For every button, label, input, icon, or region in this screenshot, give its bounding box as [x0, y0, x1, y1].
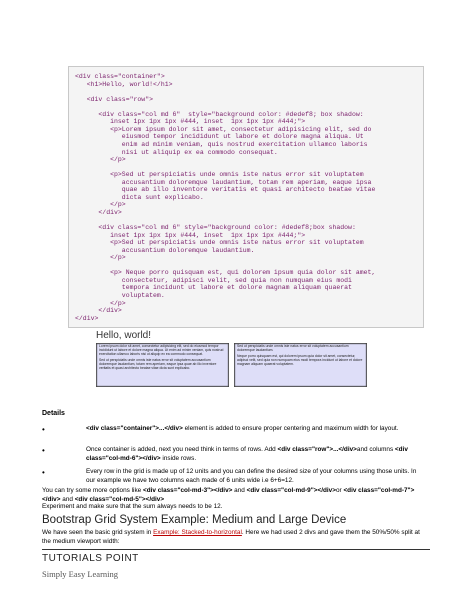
- code-line: <p> Neque porro quisquam est, qui dolorem ipsum quia dolor sit amet,: [75, 269, 376, 277]
- inline-code: <div class="col-md-5"></div>: [74, 495, 165, 503]
- code-line: </div>: [75, 307, 122, 315]
- footer-title: TUTORIALS POINT: [42, 553, 139, 564]
- details-heading: Details: [42, 410, 65, 417]
- inline-code: <div class="row">...</div>: [277, 446, 357, 453]
- preview-paragraph: Sed ut perspiciatis unde omnis iste natus error sit voluptatem accusantium doloremque laudantium, totam rem aperiam, eaque ipsa quae ab illo inventore veritatis et quasi architecto beatae vitae dicta sunt explicabo.: [99, 358, 217, 371]
- preview-paragraph: Neque porro quisquam est, qui dolorem ipsum quia dolor sit amet, consectetur, adipisci velit, sed quia non numquam eius modi tempora incidunt ut labore et dolore magnam aliquam quaerat voluptatem.: [237, 354, 363, 367]
- code-line: <p>Lorem ipsum dolor sit amet, consectetur adipisicing elit, sed do: [75, 125, 372, 133]
- result-preview: [96, 330, 368, 388]
- options-paragraph: You can try some more options like <div class="col-md-3"></div> and <div class="col-md-9"></div>or <div class="col-md-7"></div> and <div class="col-md-5"></div>: [42, 487, 415, 503]
- code-line: tempora incidunt ut labore et dolore magnam aliquam quaerat: [75, 284, 352, 292]
- code-line: enim ad minim veniam, quis nostrud exercitation ullamco laboris: [75, 140, 368, 148]
- code-line: accusantium doloremque laudantium.: [75, 246, 255, 254]
- code-line: </p>: [75, 299, 126, 307]
- bullet-item-2: [86, 446, 426, 463]
- code-line: </p>: [75, 254, 126, 262]
- bullet-text: inside rows.: [160, 454, 197, 462]
- bullet-text: element is added to ensure proper centering and maximum width for layout.: [182, 425, 399, 432]
- bullet-item-1: [86, 425, 426, 434]
- code-line: quae ab illo inventore veritatis et quasi architecto beatae vitae: [75, 186, 376, 194]
- code-line: </p>: [75, 201, 126, 209]
- code-line: inset 1px 1px 1px #444, inset 1px 1px 1px #444;">: [75, 231, 306, 239]
- preview-column-right: [234, 343, 367, 387]
- section-heading: Bootstrap Grid System Example: Medium and Large Device: [42, 514, 347, 526]
- footer-subtitle: Simply Easy Learning: [42, 569, 119, 579]
- code-line: </div>: [75, 314, 99, 322]
- code-line: voluptatem.: [75, 291, 165, 299]
- bullet-text: and columns: [356, 446, 395, 453]
- inline-code: <div class="container">...</div>: [86, 425, 183, 432]
- preview-paragraph: Lorem ipsum dolor sit amet, consectetur adipisicing elit, sed do eiusmod tempor incididunt ut labore et dolore magna aliqua. Ut enim ad minim veniam, quis nostrud exercitation ullamco laboris nisi ut aliquip ex ea commodo consequat.: [99, 344, 224, 357]
- code-line: <div class="container">: [75, 73, 165, 80]
- preview-column-left: [96, 343, 229, 387]
- code-line: <div class="col md 6" style="background color: #dedef8; box shadow:: [75, 110, 364, 118]
- bullet-icon: •: [42, 468, 45, 477]
- experiment-paragraph: Experiment and make sure that the sum always needs to be 12.: [42, 503, 223, 510]
- footer-divider: [42, 549, 430, 550]
- code-line: nisi ut aliquip ex ea commodo consequat.: [75, 148, 278, 156]
- code-line: </p>: [75, 156, 126, 164]
- code-line: <div class="col md 6" style="background color: #dedef8;box shadow:: [75, 224, 356, 231]
- bullet-icon: •: [42, 425, 45, 434]
- code-line: eiusmod tempor incididunt ut labore et dolore magna aliqua. Ut: [75, 133, 364, 141]
- inline-code: <div class="col-md-3"></div>: [143, 487, 233, 494]
- preview-heading: Hello, world!: [96, 330, 152, 341]
- code-line: consectetur, adipisci velit, sed quia non numquam eius modi: [75, 276, 352, 284]
- inline-code: <div class="col-md-6"></div>: [86, 446, 408, 462]
- code-line: <p>Sed ut perspiciatis unde omnis iste natus error sit voluptatem: [75, 239, 364, 247]
- code-line: </div>: [75, 208, 122, 216]
- bullet-item-3: Every row in the grid is made up of 12 units and you can define the desired size of your columns using those units. In our example we have two columns each made of 6 units wide i.e 6+6=12.: [86, 468, 417, 484]
- code-line: dicta sunt explicabo.: [75, 193, 204, 201]
- code-line: <h1>Hello, world!</h1>: [75, 80, 173, 88]
- stacked-to-horizontal-link[interactable]: Example: Stacked-to-horizontal: [153, 529, 242, 536]
- section-paragraph: We have seen the basic grid system in Example: Stacked-to-horizontal. Here we had used 2 divs and gave them the 50%/50% split at the medium viewport width:: [42, 529, 420, 545]
- code-line: <p>Sed ut perspiciatis unde omnis iste natus error sit voluptatem: [75, 171, 364, 179]
- code-line: inset 1px 1px 1px #444, inset 1px 1px 1px #444;">: [75, 118, 306, 126]
- inline-code: <div class="col-md-7"></div>: [42, 487, 415, 503]
- code-line: <div class="row">: [75, 95, 154, 103]
- code-line: accusantium doloremque laudantium, totam rem aperiam, eaque ipsa: [75, 178, 372, 186]
- code-block: [68, 66, 424, 328]
- bullet-icon: •: [42, 446, 45, 455]
- bullet-text: Once container is added, next you need think in terms of rows. Add: [86, 446, 278, 453]
- preview-paragraph: Sed ut perspiciatis unde omnis iste natus error sit voluptatem accusantium doloremque laudantium.: [237, 344, 349, 353]
- inline-code: <div class="col-md-9"></div>: [246, 487, 336, 494]
